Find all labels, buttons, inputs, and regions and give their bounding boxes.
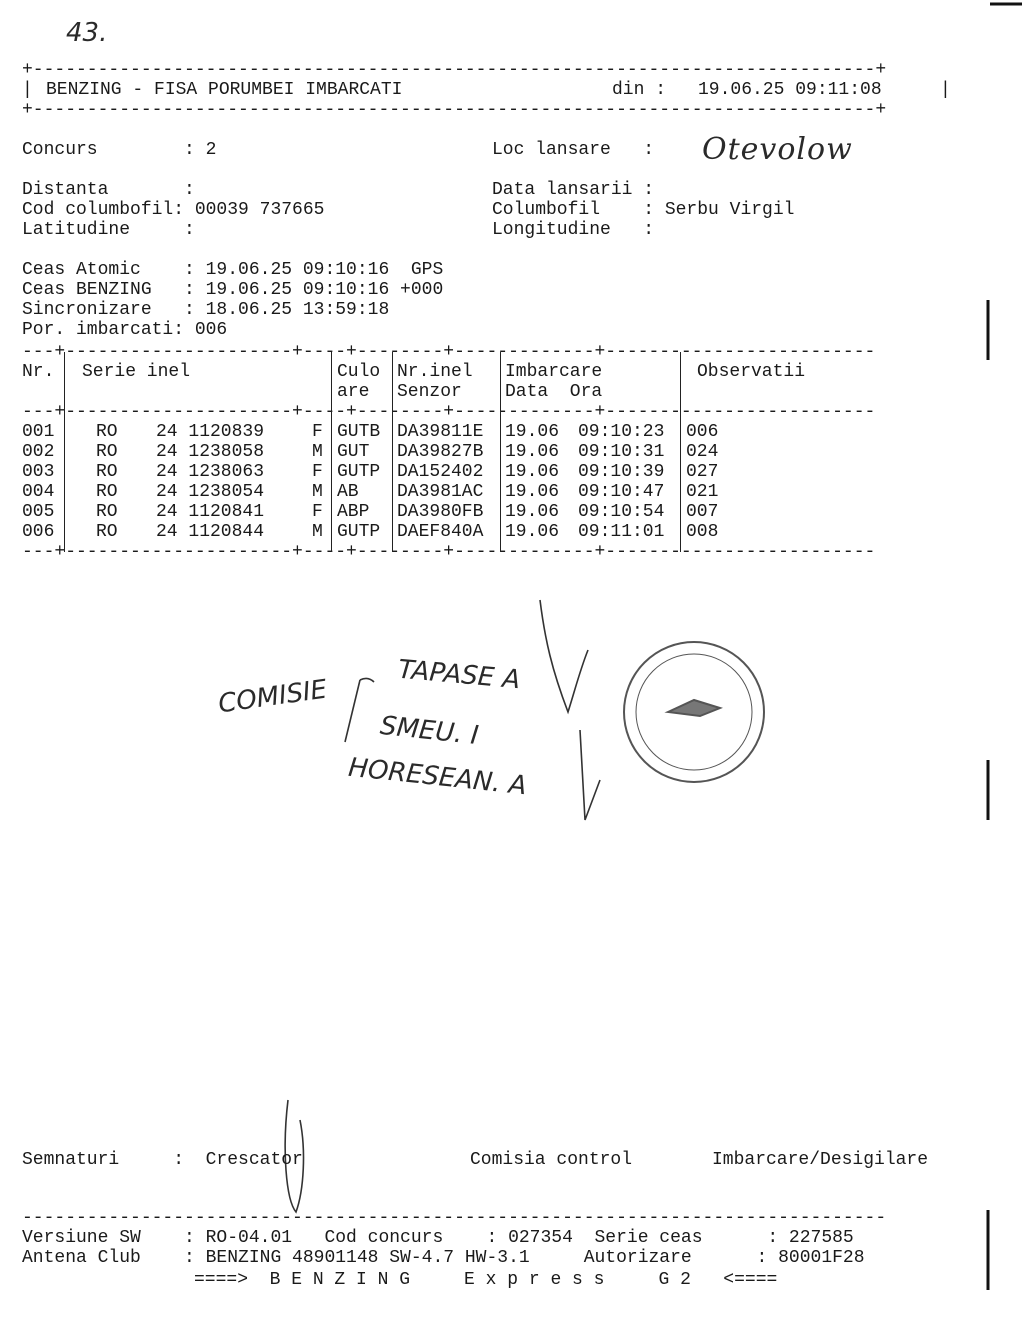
- cell-obs: 007: [686, 502, 719, 522]
- col-header-observatii: Observatii: [697, 362, 806, 382]
- header-right-bar: |: [940, 80, 951, 100]
- col-header-serie: Serie inel: [82, 362, 191, 382]
- cell-sex: M: [312, 522, 323, 542]
- cell-color: GUTB: [337, 422, 381, 442]
- cell-country: RO: [96, 422, 118, 442]
- header-left-bar: |: [22, 80, 33, 100]
- cell-nr: 002: [22, 442, 55, 462]
- cell-nr: 004: [22, 482, 55, 502]
- cell-country: RO: [96, 502, 118, 522]
- cell-time: 09:10:54: [578, 502, 665, 522]
- sincronizare-line: Sincronizare : 18.06.25 13:59:18: [22, 300, 390, 320]
- loc-lansare-value: Otevolow: [702, 132, 853, 167]
- cell-time: 09:10:47: [578, 482, 665, 502]
- cell-sensor: DAEF840A: [397, 522, 484, 542]
- cell-time: 09:11:01: [578, 522, 665, 542]
- cell-color: GUT: [337, 442, 370, 462]
- cell-sensor: DA39827B: [397, 442, 484, 462]
- cell-date: 19.06: [505, 482, 560, 502]
- columbofil-line: Columbofil : Serbu Virgil: [492, 200, 795, 220]
- cell-obs: 027: [686, 462, 719, 482]
- cell-ring: 24 1238063: [156, 462, 265, 482]
- cell-country: RO: [96, 442, 118, 462]
- cell-sex: F: [312, 462, 323, 482]
- comisia-control-label: Comisia control: [470, 1150, 633, 1170]
- cell-ring: 24 1238054: [156, 482, 265, 502]
- cell-sex: F: [312, 502, 323, 522]
- loc-lansare-label: Loc lansare :: [492, 140, 655, 160]
- cell-obs: 008: [686, 522, 719, 542]
- cell-sensor: DA39811E: [397, 422, 484, 442]
- handwritten-comisie: COMISIE: [216, 674, 329, 720]
- ceas-atomic-line: Ceas Atomic : 19.06.25 09:10:16 GPS: [22, 260, 444, 280]
- cell-nr: 001: [22, 422, 55, 442]
- concurs-line: Concurs : 2: [22, 140, 217, 160]
- cell-nr: 005: [22, 502, 55, 522]
- header-border-top: +------------------------------------------------------------------------------+: [22, 60, 887, 80]
- cell-date: 19.06: [505, 442, 560, 462]
- cell-nr: 006: [22, 522, 55, 542]
- table-rule-top: ---+---------------------+----+--------+-------------+-------------------------: [22, 342, 876, 362]
- header-border-bottom: +------------------------------------------------------------------------------+: [22, 100, 887, 120]
- page-number-mark: 43.: [66, 18, 108, 48]
- cell-date: 19.06: [505, 462, 560, 482]
- col-header-nr: Nr.: [22, 362, 55, 382]
- col-header-culoare-1: Culo: [337, 362, 381, 382]
- cell-nr: 003: [22, 462, 55, 482]
- latitudine-line: Latitudine :: [22, 220, 195, 240]
- cell-ring: 24 1120839: [156, 422, 265, 442]
- cell-sex: F: [312, 422, 323, 442]
- din-label: din :: [612, 80, 667, 100]
- cell-date: 19.06: [505, 502, 560, 522]
- cell-sensor: DA3981AC: [397, 482, 484, 502]
- data-lansarii-line: Data lansarii :: [492, 180, 655, 200]
- cell-ring: 24 1120841: [156, 502, 265, 522]
- cell-color: GUTP: [337, 462, 381, 482]
- table-rule-bottom: ---+---------------------+----+--------+-------------+-------------------------: [22, 542, 876, 562]
- cell-sex: M: [312, 442, 323, 462]
- table-rule-mid: ---+---------------------+----+--------+-------------+-------------------------: [22, 402, 876, 422]
- por-imbarcati-line: Por. imbarcati: 006: [22, 320, 228, 340]
- cell-date: 19.06: [505, 422, 560, 442]
- cell-ring: 24 1238058: [156, 442, 265, 462]
- handwritten-name-3: HORESEAN. A: [346, 752, 529, 802]
- imbarcare-desigilare-label: Imbarcare/Desigilare: [712, 1150, 929, 1170]
- handwritten-name-1: TAPASE A: [396, 654, 522, 696]
- cell-time: 09:10:23: [578, 422, 665, 442]
- cell-time: 09:10:39: [578, 462, 665, 482]
- ceas-benzing-line: Ceas BENZING : 19.06.25 09:10:16 +000: [22, 280, 444, 300]
- cell-obs: 006: [686, 422, 719, 442]
- page-title: BENZING - FISA PORUMBEI IMBARCATI: [46, 80, 403, 100]
- col-header-imbarcare-2: Data Ora: [505, 382, 603, 402]
- col-header-inel-1: Nr.inel: [397, 362, 473, 382]
- din-value: 19.06.25 09:11:08: [698, 80, 882, 100]
- cell-color: GUTP: [337, 522, 381, 542]
- cell-date: 19.06: [505, 522, 560, 542]
- cell-ring: 24 1120844: [156, 522, 265, 542]
- footer-line-1: Versiune SW : RO-04.01 Cod concurs : 027354 Serie ceas : 227585: [22, 1228, 854, 1248]
- cell-country: RO: [96, 462, 118, 482]
- col-header-imbarcare-1: Imbarcare: [505, 362, 603, 382]
- handwritten-name-2: SMEU. I: [378, 710, 480, 752]
- cell-color: ABP: [337, 502, 370, 522]
- longitudine-line: Longitudine :: [492, 220, 655, 240]
- cell-sensor: DA3980FB: [397, 502, 484, 522]
- col-header-culoare-2: are: [337, 382, 370, 402]
- distanta-line: Distanta :: [22, 180, 195, 200]
- cell-obs: 021: [686, 482, 719, 502]
- footer-line-2: Antena Club : BENZING 48901148 SW-4.7 HW-3.1 Autorizare : 80001F28: [22, 1248, 865, 1268]
- cell-time: 09:10:31: [578, 442, 665, 462]
- footer-rule: --------------------------------------------------------------------------------: [22, 1208, 887, 1228]
- cell-obs: 024: [686, 442, 719, 462]
- cod-columbofil-line: Cod columbofil: 00039 737665: [22, 200, 325, 220]
- footer-line-3: ====> B E N Z I N G E x p r e s s G 2 <====: [194, 1270, 778, 1290]
- semnaturi-line: Semnaturi : Crescator: [22, 1150, 303, 1170]
- cell-country: RO: [96, 522, 118, 542]
- cell-sensor: DA152402: [397, 462, 484, 482]
- cell-sex: M: [312, 482, 323, 502]
- cell-color: AB: [337, 482, 359, 502]
- cell-country: RO: [96, 482, 118, 502]
- col-header-inel-2: Senzor: [397, 382, 462, 402]
